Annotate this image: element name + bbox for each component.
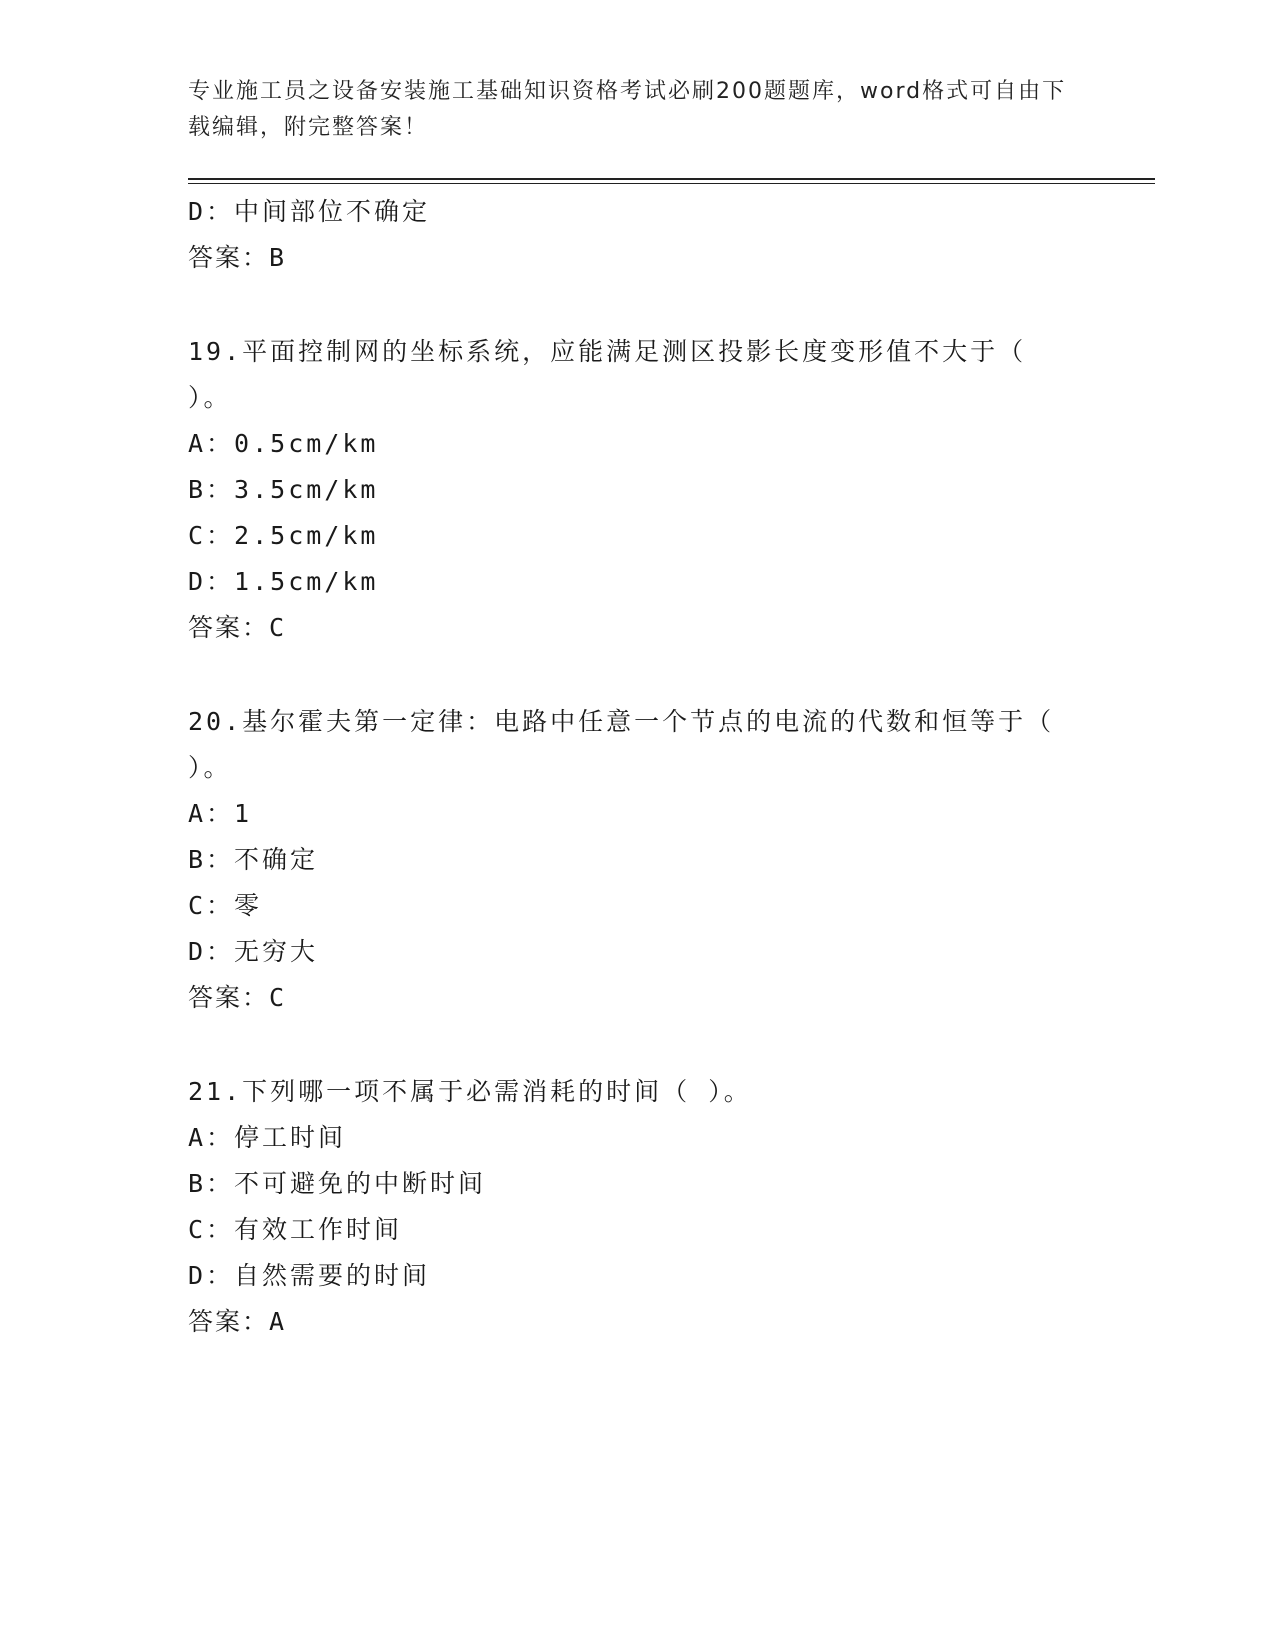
option-c: C：有效工作时间 (188, 1215, 403, 1244)
answer-label: 答案： (188, 1307, 270, 1336)
answer-label: 答案： (188, 983, 270, 1012)
option-b: B：3.5cm/km (188, 475, 379, 504)
option-c: C：零 (188, 891, 263, 920)
option-a: A：1 (188, 799, 253, 828)
answer-value: C (269, 983, 287, 1012)
question-stem: 21.下列哪一项不属于必需消耗的时间（ ）。 (188, 1077, 752, 1106)
answer-value: A (269, 1307, 287, 1336)
question-21 (188, 1069, 1068, 1345)
document-header: 专业施工员之设备安装施工基础知识资格考试必刷200题题库，word格式可自由下载编辑，附完整答案！ (188, 79, 1067, 140)
question-19 (188, 329, 1068, 651)
question-20 (188, 699, 1068, 1021)
option-a: A：停工时间 (188, 1123, 347, 1152)
spacer (188, 651, 1068, 699)
prev-option-d: D：中间部位不确定 (188, 197, 431, 226)
option-d: D：1.5cm/km (188, 567, 379, 596)
option-d: D：自然需要的时间 (188, 1261, 431, 1290)
answer-label: 答案： (188, 613, 270, 642)
option-b: B：不可避免的中断时间 (188, 1169, 487, 1198)
header-divider-thin (188, 183, 1155, 184)
answer-label: 答案： (188, 243, 270, 272)
question-stem-continued: ）。 (188, 383, 232, 412)
question-list (188, 189, 1068, 1345)
answer (188, 605, 1068, 651)
answer (188, 1299, 1068, 1345)
spacer (188, 281, 1068, 329)
option-a: A：0.5cm/km (188, 429, 379, 458)
spacer (188, 1021, 1068, 1069)
prev-answer (188, 235, 1068, 281)
answer (188, 975, 1068, 1021)
question-stem-continued: ）。 (188, 753, 232, 782)
answer-value: C (269, 613, 287, 642)
header-divider-thick (188, 178, 1155, 180)
question-stem: 20.基尔霍夫第一定律：电路中任意一个节点的电流的代数和恒等于（ (188, 707, 1055, 736)
question-stem: 19.平面控制网的坐标系统，应能满足测区投影长度变形值不大于（ (188, 337, 1027, 366)
option-c: C：2.5cm/km (188, 521, 379, 550)
option-d: D：无穷大 (188, 937, 319, 966)
answer-value: B (269, 243, 287, 272)
option-b: B：不确定 (188, 845, 319, 874)
